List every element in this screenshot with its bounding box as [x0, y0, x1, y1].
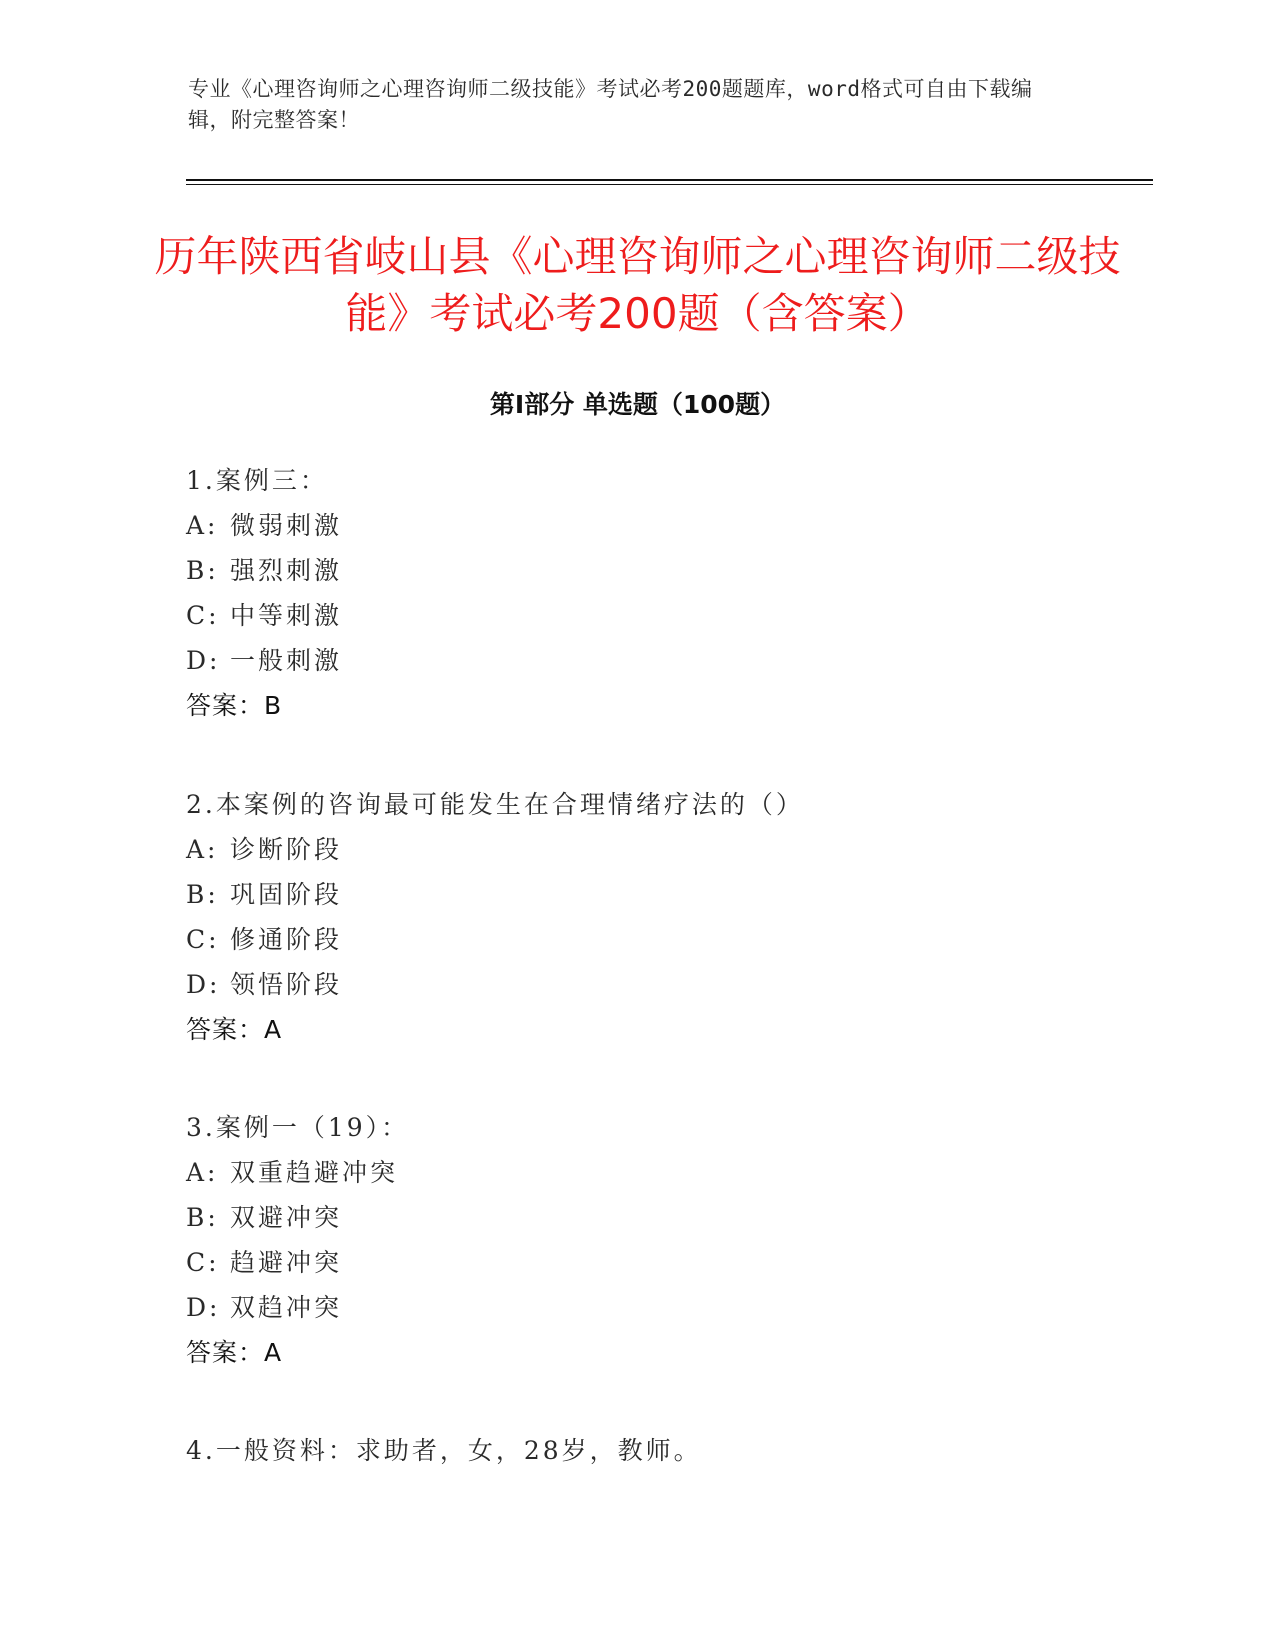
- option-label: B:: [186, 880, 219, 909]
- section-title: 第I部分 单选题（100题）: [489, 390, 786, 419]
- option-c: [186, 593, 1166, 638]
- option-b: [186, 548, 1166, 593]
- option-text: 中等刺激: [230, 601, 343, 630]
- header-note: 专业《心理咨询师之心理咨询师二级技能》考试必考200题题库，word格式可自由下载编辑，附完整答案！: [188, 77, 1033, 132]
- option-text: 双重趋避冲突: [230, 1158, 399, 1187]
- option-label: A:: [186, 835, 219, 864]
- answer-prefix: 答案：: [186, 691, 265, 720]
- question-1: [186, 458, 1166, 728]
- question-stem: 1.案例三：: [186, 466, 328, 495]
- option-d: [186, 638, 1166, 683]
- option-c: [186, 917, 1166, 962]
- document-title: 历年陕西省岐山县《心理咨询师之心理咨询师二级技能》考试必考200题（含答案）: [154, 232, 1121, 338]
- answer-line: [186, 683, 1166, 728]
- answer-prefix: 答案：: [186, 1015, 265, 1044]
- option-label: C:: [186, 1248, 220, 1277]
- option-b: [186, 872, 1166, 917]
- option-label: C:: [186, 601, 220, 630]
- answer-line: [186, 1330, 1166, 1375]
- option-text: 诊断阶段: [230, 835, 343, 864]
- answer-value: A: [264, 1015, 283, 1044]
- option-text: 巩固阶段: [230, 880, 343, 909]
- option-text: 双趋冲突: [230, 1293, 343, 1322]
- option-text: 一般刺激: [230, 646, 343, 675]
- option-text: 双避冲突: [230, 1203, 343, 1232]
- answer-value: B: [264, 691, 283, 720]
- option-d: [186, 1285, 1166, 1330]
- option-text: 强烈刺激: [230, 556, 343, 585]
- option-label: B:: [186, 1203, 219, 1232]
- answer-prefix: 答案：: [186, 1338, 265, 1367]
- question-stem: 4.一般资料：求助者，女，28岁，教师。: [186, 1436, 702, 1465]
- option-text: 微弱刺激: [230, 511, 343, 540]
- option-a: [186, 1150, 1166, 1195]
- option-label: A:: [186, 1158, 219, 1187]
- option-label: D:: [186, 1293, 221, 1322]
- option-label: C:: [186, 925, 220, 954]
- question-3: [186, 1105, 1166, 1375]
- option-label: D:: [186, 646, 221, 675]
- option-text: 修通阶段: [230, 925, 343, 954]
- option-label: D:: [186, 970, 221, 999]
- answer-line: [186, 1007, 1166, 1052]
- question-stem: 2.本案例的咨询最可能发生在合理情绪疗法的（）: [186, 790, 804, 819]
- question-2: [186, 782, 1166, 1052]
- header-rule-thick: [186, 179, 1153, 181]
- option-c: [186, 1240, 1166, 1285]
- option-text: 趋避冲突: [230, 1248, 343, 1277]
- question-stem: 3.案例一（19）：: [186, 1113, 410, 1142]
- option-a: [186, 827, 1166, 872]
- option-label: A:: [186, 511, 219, 540]
- option-d: [186, 962, 1166, 1007]
- option-text: 领悟阶段: [230, 970, 343, 999]
- option-a: [186, 503, 1166, 548]
- option-b: [186, 1195, 1166, 1240]
- question-4: [186, 1428, 1166, 1473]
- header-rule-thin: [186, 184, 1153, 185]
- option-label: B:: [186, 556, 219, 585]
- answer-value: A: [264, 1338, 283, 1367]
